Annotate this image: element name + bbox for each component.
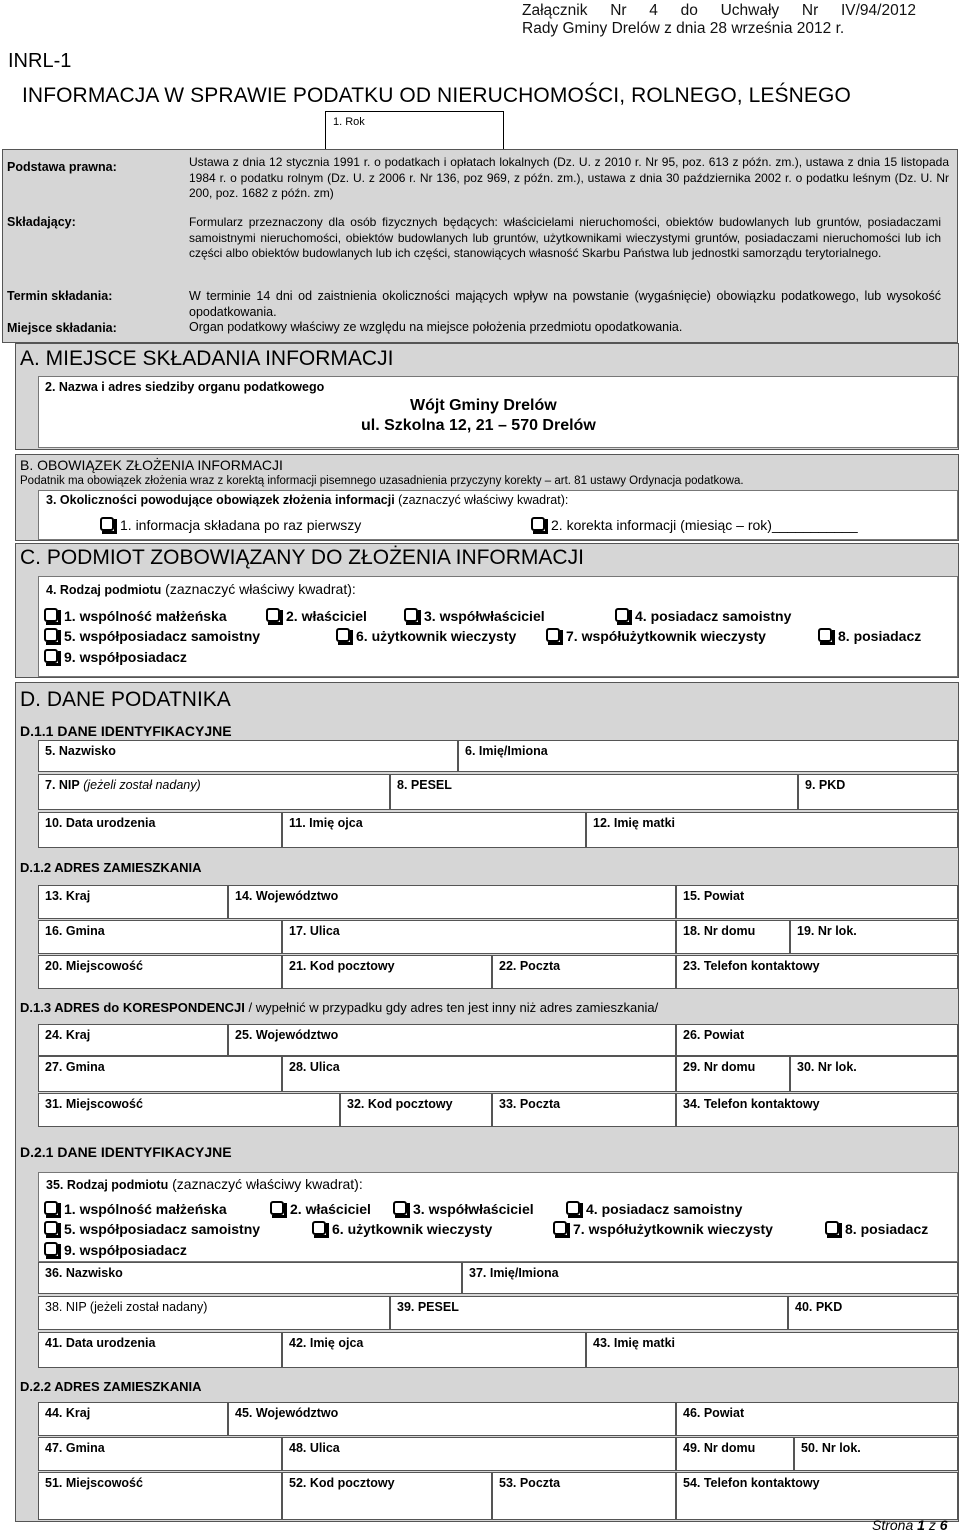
attachment-word: 4 [649,2,658,19]
field-label: 53. Poczta [499,1476,561,1490]
d22-post-office-field[interactable] [492,1472,676,1520]
field-label: 42. Imię ojca [289,1336,364,1350]
subject-option-9[interactable] [44,649,187,665]
attachment-line-2: Rady Gminy Drelów z dnia 28 września 2012 r. [522,20,845,37]
field-label: 52. Kod pocztowy [289,1476,395,1490]
first-name-field[interactable] [458,740,958,772]
corr-commune-field[interactable] [38,1056,282,1092]
field-label: 36. Nazwisko [45,1266,123,1280]
tax-office-name: Wójt Gminy Drelów [410,397,557,414]
d22-country-field[interactable] [38,1402,228,1436]
field-label: 19. Nr lok. [797,924,857,938]
checkbox-icon[interactable] [44,649,58,663]
checkbox-icon[interactable] [531,517,545,531]
d21-option-8[interactable] [825,1221,928,1237]
place-text: Organ podatkowy właściwy ze względu na miejsce położenia przedmiotu opodatkowania. [189,320,683,334]
d22-title: D.2.2 ADRES ZAMIESZKANIA [20,1379,202,1394]
attachment-word: Nr [610,2,627,19]
d21-option-2[interactable] [270,1201,371,1217]
house-number-field[interactable] [676,920,790,954]
d21-pesel-field[interactable] [390,1296,788,1330]
corr-house-number-field[interactable] [676,1056,790,1092]
option-label: 3. współwłaściciel [413,1201,534,1217]
field-label: 51. Miejscowość [45,1476,143,1490]
d22-district-field[interactable] [676,1402,958,1436]
d21-option-9[interactable] [44,1242,187,1258]
d22-postal-code-field[interactable] [282,1472,492,1520]
option-label: 6. użytkownik wieczysty [356,628,517,644]
checkbox-icon[interactable] [270,1201,284,1215]
field-label: 23. Telefon kontaktowy [683,959,820,973]
field-label: 28. Ulica [289,1060,340,1074]
d21-option-4[interactable] [566,1201,742,1217]
field-label: 17. Ulica [289,924,340,938]
option-label: 7. współużytkownik wieczysty [573,1221,773,1237]
page-of: z [928,1517,936,1533]
form-code: INRL-1 [8,50,72,72]
corr-post-office-field[interactable] [492,1093,676,1127]
page-title: INFORMACJA W SPRAWIE PODATKU OD NIERUCHOMOŚCI, ROLNEGO, LEŚNEGO [22,84,851,107]
d21-father-name-field[interactable] [282,1332,586,1368]
page-current: 1 [917,1517,925,1533]
option-label: 8. posiadacz [838,628,922,644]
d22-voivodeship-field[interactable] [228,1402,676,1436]
field-label: 47. Gmina [45,1441,105,1455]
field-label: 43. Imię matki [593,1336,675,1350]
pkd-field[interactable] [798,774,958,810]
d21-mother-name-field[interactable] [586,1332,958,1368]
correction-label: 2. korekta informacji (miesiąc – rok)___________ [551,517,858,533]
field-label: 40. PKD [795,1300,843,1314]
deadline-text: W terminie 14 dni od zaistnienia okoliczności mających wpływ na powstanie (wygaśnięcie) obowiązku podatkowego, lub wysokość opodatkowania. [189,289,941,319]
field-label: 30. Nr lok. [797,1060,857,1074]
field-label: 5. Nazwisko [45,744,116,758]
d21-option-3[interactable] [393,1201,534,1217]
tax-office-address: ul. Szkolna 12, 21 – 570 Drelów [361,417,596,434]
option-label: 2. właściciel [286,608,367,624]
field-label: 21. Kod pocztowy [289,959,395,973]
legal-basis-text: Ustawa z dnia 12 stycznia 1991 r. o podatkach i opłatach lokalnych (Dz. U. z 2010 r. Nr 95, poz. 613 z późn. zm.), ustawa z dnia 15 listopada 1984 r. o podatku rolnym (Dz. U. z 2006 r. Nr 136, poz 969, z późn. zm.), ustawa z dnia 30 października 2002 r. o podatku leśnym (Dz. U. Nr 200, poz. 1682 z późn. zm) [189,155,949,200]
checkbox-icon[interactable] [615,608,629,622]
submitter-label: Składający: [7,215,76,229]
first-submission-option[interactable] [100,517,361,533]
d21-option-6[interactable] [312,1221,492,1237]
field-label: 25. Województwo [235,1028,339,1042]
nip-field[interactable] [38,774,390,810]
d12-title: D.1.2 ADRES ZAMIESZKANIA [20,860,202,875]
checkbox-icon[interactable] [566,1201,580,1215]
option-label: 5. współposiadacz samoistny [64,628,261,644]
field-label: 38. NIP (jeżeli został nadany) [45,1300,208,1314]
field-label: 15. Powiat [683,889,745,903]
field-note: (jeżeli został nadany) [79,778,201,792]
section-a-title: A. MIEJSCE SKŁADANIA INFORMACJI [20,347,394,370]
section-b-title: B. OBOWIĄZEK ZŁOŻENIA INFORMACJI [20,457,283,473]
field-label: 7. NIP [45,778,80,792]
field-label: 18. Nr domu [683,924,756,938]
place-label: Miejsce składania: [7,321,117,335]
option-label: 2. właściciel [290,1201,371,1217]
checkbox-icon[interactable] [100,517,114,531]
corr-voivodeship-field[interactable] [228,1024,676,1056]
checkbox-icon[interactable] [44,1242,58,1256]
option-label: 8. posiadacz [845,1221,929,1237]
attachment-word: do [680,2,698,19]
field-label: 14. Województwo [235,889,339,903]
field-label: 26. Powiat [683,1028,745,1042]
option-label: 9. współposiadacz [64,649,187,665]
section-d-title: D. DANE PODATNIKA [20,688,231,711]
field-label: 50. Nr lok. [801,1441,861,1455]
corr-street-field[interactable] [282,1056,676,1092]
d21-surname-field[interactable] [38,1262,462,1294]
option-label: 1. wspólność małżeńska [64,1201,227,1217]
phone-field[interactable] [676,955,958,989]
d21-first-name-field[interactable] [462,1262,958,1294]
field-label: 9. PKD [805,778,846,792]
section-c-title: C. PODMIOT ZOBOWIĄZANY DO ZŁOŻENIA INFORMACJI [20,546,584,569]
field-label: 48. Ulica [289,1441,340,1455]
checkbox-icon[interactable] [546,628,560,642]
field-label: 41. Data urodzenia [45,1336,156,1350]
checkbox-icon[interactable] [44,608,58,622]
d22-phone-field[interactable] [676,1472,958,1520]
subject-option-3[interactable] [404,608,545,624]
street-field[interactable] [282,920,676,954]
subject-option-5[interactable] [44,628,260,644]
field-label: 46. Powiat [683,1406,745,1420]
corr-locality-field[interactable] [38,1093,340,1127]
attachment-word: Uchwały [720,2,780,19]
voivodeship-field[interactable] [228,885,676,919]
district-field[interactable] [676,885,958,919]
checkbox-icon[interactable] [266,608,280,622]
subject-option-8[interactable] [818,628,921,644]
post-office-field[interactable] [492,955,676,989]
subject-option-7[interactable] [546,628,766,644]
d22-commune-field[interactable] [38,1437,282,1471]
field-label: 29. Nr domu [683,1060,756,1074]
surname-field[interactable] [38,740,458,772]
field-label: 11. Imię ojca [289,816,363,830]
d21-pkd-field[interactable] [788,1296,958,1330]
field-label: 39. PESEL [397,1300,459,1314]
d21-option-7[interactable] [553,1221,773,1237]
field-label: 33. Poczta [499,1097,561,1111]
section-b-note: Podatnik ma obowiązek złożenia wraz z korektą informacji pisemnego uzasadnienia przyczyny korekty – art. 81 ustawy Ordynacja podatkowa. [20,475,744,487]
field-label: 12. Imię matki [593,816,675,830]
postal-code-field[interactable] [282,955,492,989]
field-label: 37. Imię/Imiona [469,1266,559,1280]
page-number [872,1517,948,1533]
corr-phone-field[interactable] [676,1093,958,1127]
field-label: 8. PESEL [397,778,452,792]
field-label: 24. Kraj [45,1028,91,1042]
field-label: 31. Miejscowość [45,1097,143,1111]
checkbox-icon[interactable] [44,1221,58,1235]
field-label: 13. Kraj [45,889,91,903]
d21-option-1[interactable] [44,1201,227,1217]
d11-title: D.1.1 DANE IDENTYFIKACYJNE [20,723,232,739]
commune-field[interactable] [38,920,282,954]
page-total: 6 [939,1517,948,1533]
checkbox-icon[interactable] [404,608,418,622]
field-label: 44. Kraj [45,1406,91,1420]
subject-option-1[interactable] [44,608,227,624]
attachment-word: Załącznik [522,2,588,19]
birth-date-field[interactable] [38,812,282,848]
d21-title: D.2.1 DANE IDENTYFIKACYJNE [20,1144,232,1160]
deadline-label: Termin składania: [7,289,113,303]
checkbox-icon[interactable] [825,1221,839,1235]
d13-title: D.1.3 ADRES do KORESPONDENCJI / wypełnić w przypadku gdy adres ten jest inny niż adres zamieszkania/ [20,1000,659,1015]
option-label: 3. współwłaściciel [424,608,545,624]
d22-house-number-field[interactable] [676,1437,794,1471]
pesel-field[interactable] [390,774,798,810]
page-word: Strona [872,1517,914,1533]
country-field[interactable] [38,885,228,919]
checkbox-icon[interactable] [336,628,350,642]
field-label: 16. Gmina [45,924,105,938]
option-label: 5. współposiadacz samoistny [64,1221,261,1237]
checkbox-icon[interactable] [818,628,832,642]
checkbox-icon[interactable] [393,1201,407,1215]
field-label: 6. Imię/Imiona [465,744,548,758]
field-label: 34. Telefon kontaktowy [683,1097,820,1111]
d21-nip-field[interactable] [38,1296,390,1330]
father-name-field[interactable] [282,812,586,848]
d21-birth-date-field[interactable] [38,1332,282,1368]
first-submission-label: 1. informacja składana po raz pierwszy [120,517,362,533]
subject-option-4[interactable] [615,608,791,624]
field-label: 22. Poczta [499,959,561,973]
correction-option[interactable] [531,517,858,533]
year-label: 1. Rok [333,116,365,128]
field-label: 45. Województwo [235,1406,339,1420]
mother-name-field[interactable] [586,812,958,848]
option-label: 6. użytkownik wieczysty [332,1221,493,1237]
corr-country-field[interactable] [38,1024,228,1056]
field-label: 54. Telefon kontaktowy [683,1476,820,1490]
checkbox-icon[interactable] [44,628,58,642]
checkbox-icon[interactable] [44,1201,58,1215]
d22-apartment-number-field[interactable] [794,1437,958,1471]
subject-option-2[interactable] [266,608,367,624]
d22-locality-field[interactable] [38,1472,282,1520]
option-label: 7. współużytkownik wieczysty [566,628,766,644]
corr-apartment-number-field[interactable] [790,1056,958,1092]
checkbox-icon[interactable] [312,1221,326,1235]
legal-basis-label: Podstawa prawna: [7,160,117,174]
corr-postal-code-field[interactable] [340,1093,492,1127]
locality-field[interactable] [38,955,282,989]
attachment-line-1 [522,2,916,20]
option-label: 1. wspólność małżeńska [64,608,227,624]
checkbox-icon[interactable] [553,1221,567,1235]
obligation-label: 3. Okoliczności powodujące obowiązek złożenia informacji (zaznaczyć właściwy kwadrat): [46,493,569,507]
apartment-number-field[interactable] [790,920,958,954]
field-label: 20. Miejscowość [45,959,143,973]
field-label: 49. Nr domu [683,1441,756,1455]
d21-subject-type-label: 35. Rodzaj podmiotu (zaznaczyć właściwy kwadrat): [46,1176,363,1192]
submitter-text: Formularz przeznaczony dla osób fizycznych będących: właścicielami nieruchomości, obiektów budowlanych lub gruntów, posiadaczami samoistnymi nieruchomości, obiektów budowlanych lub gruntów, użytkownikami wieczystymi gruntów, posiadaczami nieruchomości lub ich części albo obiektów budowlanych lub ich części, stanowiących własność Skarbu Państwa lub jednostki samorządu terytorialnego. [189,215,941,260]
d21-option-5[interactable] [44,1221,260,1237]
option-label: 9. współposiadacz [64,1242,187,1258]
d22-street-field[interactable] [282,1437,676,1471]
subject-type-label: 4. Rodzaj podmiotu (zaznaczyć właściwy kwadrat): [46,581,356,597]
field-label: 32. Kod pocztowy [347,1097,453,1111]
subject-option-6[interactable] [336,628,516,644]
option-label: 4. posiadacz samoistny [635,608,792,624]
field-label: 27. Gmina [45,1060,105,1074]
tax-office-label: 2. Nazwa i adres siedziby organu podatkowego [45,380,325,394]
attachment-word: Nr [801,2,819,19]
attachment-word: IV/94/2012 [840,2,916,19]
corr-district-field[interactable] [676,1024,958,1056]
field-label: 10. Data urodzenia [45,816,156,830]
attachment-note [522,2,916,38]
option-label: 4. posiadacz samoistny [586,1201,743,1217]
